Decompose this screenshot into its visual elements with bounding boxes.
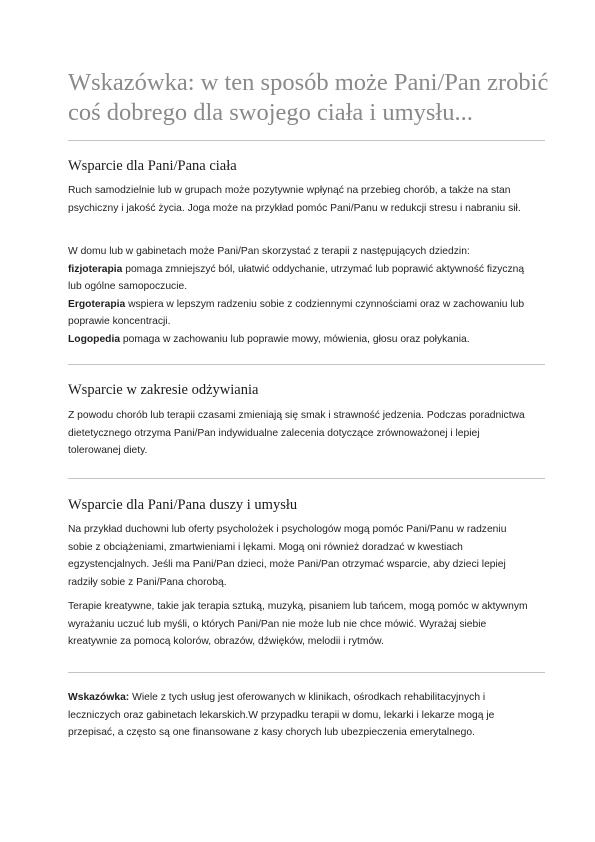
therapy-term: Logopedia <box>68 333 121 345</box>
divider <box>68 478 545 479</box>
tip-text: Wiele z tych usług jest oferowanych w klinikach, ośrodkach rehabilitacyjnych i leczniczych oraz gabinetach lekarskich.W przypadku terapii w domu, lekarki i lekarze mogą je przepisać, a często są one finansowane z kasy chorych lub ubezpieczenia emerytalnego. <box>68 692 495 738</box>
therapy-description: pomaga w zachowaniu lub poprawie mowy, mówienia, głosu oraz połykania. <box>120 333 470 345</box>
divider <box>68 364 545 365</box>
section-nutrition-paragraph: Z powodu chorób lub terapii czasami zmieniają się smak i strawność jedzenia. Podczas poradnictwa dietetycznego otrzyma Pani/Pan indywidualne zalecenia dotyczące zrównoważonej i lepiej tolerowanej diety. <box>68 410 525 456</box>
therapy-intro: W domu lub w gabinetach może Pani/Pan skorzystać z terapii z następujących dziedzin: <box>68 246 470 257</box>
divider <box>68 672 545 673</box>
section-heading-nutrition: Wsparcie w zakresie odżywiania <box>68 382 259 398</box>
section-body-paragraph: Ruch samodzielnie lub w grupach może pozytywnie wpłynąć na przebieg chorób, a także na stan psychiczny i jakość życia. Joga może na przykład pomóc Pani/Panu w redukcji stresu i nabraniu sił. <box>68 185 521 214</box>
therapy-description: wspiera w lepszym radzeniu sobie z codziennymi czynnościami oraz w zachowaniu lub poprawie koncentracji. <box>68 298 525 327</box>
section-soul-paragraph-1: Na przykład duchowni lub oferty psycholożek i psychologów mogą pomóc Pani/Panu w radzeniu sobie z obciążeniami, zmartwieniami i lękami. Mogą oni również doradzać w kwestiach egzystencjalnych. Jeśli ma Pani/Pan dzieci, może Pani/Pan otrzymać wsparcie, aby dzieci lepiej radziły sobie z Pani/Pana chorobą. <box>68 524 507 588</box>
therapy-term: fizjoterapia <box>68 263 123 275</box>
therapy-description: pomaga zmniejszyć ból, ułatwić oddychanie, utrzymać lub poprawić aktywność fizyczną lub ogólne samopoczucie. <box>68 263 525 292</box>
therapy-item-fizjoterapia <box>68 261 530 296</box>
therapy-term: Ergoterapia <box>68 298 126 310</box>
therapy-list <box>68 243 530 348</box>
divider <box>68 140 545 141</box>
section-soul-paragraph-2: Terapie kreatywne, takie jak terapia sztuką, muzyką, pisaniem lub tańcem, mogą pomóc w aktywnym wyrażaniu uczuć lub myśli, o których Pani/Pan nie może lub nie chce mówić. Wyrażaj siebie kreatywnie za pomocą kolorów, obrazów, dźwięków, melodii i rytmów. <box>68 601 528 647</box>
therapy-item-ergoterapia <box>68 296 530 331</box>
section-heading-soul: Wsparcie dla Pani/Pana duszy i umysłu <box>68 497 298 513</box>
tip-label: Wskazówka: <box>68 692 130 703</box>
section-heading-body: Wsparcie dla Pani/Pana ciała <box>68 158 237 174</box>
page-title: Wskazówka: w ten sposób może Pani/Pan zrobić coś dobrego dla swojego ciała i umysłu... <box>68 69 549 126</box>
tip-note <box>68 689 530 742</box>
therapy-item-logopedia <box>68 331 530 349</box>
